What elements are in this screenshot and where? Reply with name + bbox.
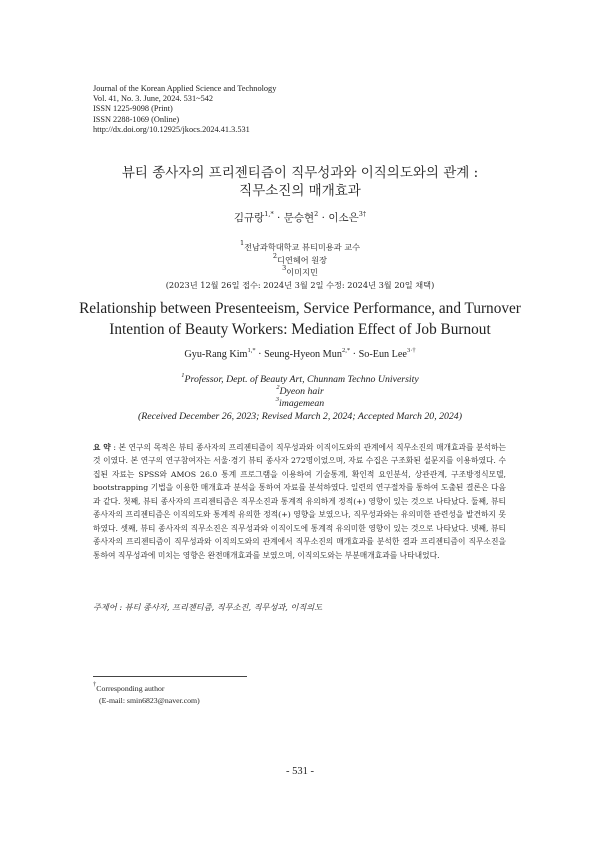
author-en-1-sup: 1,*: [247, 347, 256, 354]
affiliation-en-3-text: imagemean: [279, 398, 325, 410]
author-en-2: Seung-Hyeon Mun: [264, 349, 342, 360]
affiliation-en-1-sup: 1: [181, 372, 185, 379]
abstract: [93, 441, 506, 562]
abstract-label: 요 약: [93, 443, 111, 452]
keywords: [93, 602, 506, 613]
affiliation-ko-3: [40, 266, 560, 279]
footnote-line: [93, 683, 200, 695]
author-en-2-sup: 2,*: [341, 347, 351, 354]
title-english-line-1: Relationship between Presenteeism, Service Performance, and Turnover: [79, 300, 521, 317]
dates-korean: (2023년 12월 26일 접수: 2024년 3월 2일 수정: 2024년 3월 20일 채택): [165, 279, 435, 290]
affiliation-en-1: [40, 374, 560, 386]
corresponding-email[interactable]: (E-mail: smin6823@naver.com): [99, 695, 200, 705]
author-en-3-sup: 3·†: [406, 347, 416, 354]
author-ko-1-sup: 1,*: [264, 210, 274, 218]
authors-korean: [40, 210, 560, 225]
affiliation-en-2-sup: 2: [276, 384, 280, 392]
affiliation-ko-2: [40, 251, 560, 267]
affiliation-ko-1-text: 전남과학대학교 뷰티미용과 교수: [244, 242, 361, 252]
affiliation-en-3: [40, 398, 560, 410]
dates-english: (Received December 26, 2023; Revised March 2, 2024; Accepted March 20, 2024): [138, 410, 462, 422]
journal-info: [93, 84, 276, 135]
keywords-label: 주제어: [93, 602, 117, 612]
journal-doi[interactable]: http://dx.doi.org/10.12925/jkocs.2024.41.3.531: [93, 124, 250, 134]
footnote-divider: [93, 676, 247, 677]
author-separator: ·: [273, 212, 284, 224]
page-number: - 531 -: [286, 766, 314, 777]
journal-issn-print: ISSN 1225-9098 (Print): [93, 104, 173, 114]
title-english-line-2: Intention of Beauty Workers: Mediation Effect of Job Burnout: [109, 320, 491, 338]
title-korean-line-2: 직무소진의 매개효과: [239, 183, 361, 199]
journal-issn-online: ISSN 2288-1069 (Online): [93, 114, 180, 124]
author-ko-2: 문승현: [283, 212, 315, 224]
title-korean-line-1: 뷰티 종사자의 프리젠티즘이 직무성과와 이직의도와의 관계 :: [121, 165, 479, 181]
affiliation-ko-1: [40, 241, 560, 254]
footnote-mark: †: [93, 681, 97, 688]
affiliation-en-1-text: Professor, Dept. of Beauty Art, Chunnam Techno University: [184, 374, 419, 385]
author-ko-3: 이소은: [328, 212, 359, 224]
author-separator: ·: [350, 349, 359, 360]
author-en-3: So-Eun Lee: [358, 349, 407, 360]
author-en-1: Gyu-Rang Kim: [184, 349, 248, 360]
abstract-text: : 본 연구의 목적은 뷰티 종사자의 프리젠티즘이 직무성과와 이직이도와의 관계에서 직무소진의 매개효과를 분석하는 것 이였다. 본 연구의 연구참여자는 서울·경기 뷰티 종사자 272명이었으며, 자료 수집은 구조화된 설문지를 이용하였다. 수집된 자료는 SPSS와 AMOS 26.0 통계 프로그램을 이용하여 기술통계, 확인적 요인분석, 상관관계, 구조방정식모델, bootstrapping 기법을 이용한 매개효과 분석을 통하여 자료를 분석하였다. 일련의 연구절차를 통하여 도출된 결론은 다음과 같다. 첫째, 뷰티 종사자의 프리젠티즘은 직무소진과 통계적 유의하게 정적(+) 영향이 있는 것으로 나타났다. 둘째, 뷰티 종사자의 프리젠티즘은 이직의도와 통계적 유의한 정적(+) 영향을 보였으나, 직무성과와는 유의미한 관련성을 발견하지 못하였다. 셋째, 뷰티 종사자의 직무소진은 직무성과와 이직이도에 통계적 유의미한 영향이 있는 것으로 나타났다. 넷째, 뷰티 종사자의 프리젠티즘이 직무성과와 이직의도와의 관계에서 직무소진의 매개효과를 분석한 결과 프리젠티즘이 직무소진을 통하여 직무성과에 미치는 영향은 완전매개효과를 보였으며, 이직의도와는 부분매개효과를 나타내었다.: [93, 443, 507, 560]
author-ko-2-sup: 2: [314, 210, 319, 218]
affiliation-ko-2-sup: 2: [272, 251, 278, 260]
affiliation-ko-3-sup: 3: [282, 264, 287, 273]
affiliation-ko-3-text: 이미지민: [286, 267, 318, 278]
footnote-text: Corresponding author: [96, 684, 165, 693]
affiliation-ko-1-sup: 1: [239, 239, 245, 247]
author-ko-1: 김규랑: [233, 212, 265, 224]
keywords-text: : 뷰티 종사자, 프리젠티즘, 직무소진, 직무성과, 이직의도: [116, 602, 323, 612]
title-english: [40, 299, 560, 340]
affiliation-en-2-text: Dyeon hair: [279, 386, 324, 398]
journal-volume: Vol. 41, No. 3. June, 2024. 531~542: [93, 94, 214, 104]
title-korean: [40, 164, 560, 200]
author-separator: ·: [318, 212, 329, 224]
affiliation-en-3-sup: 3: [275, 396, 280, 404]
journal-name: Journal of the Korean Applied Science and Technology: [93, 84, 277, 93]
author-separator: ·: [255, 349, 265, 360]
affiliations-english: [40, 374, 560, 423]
footnote: [93, 683, 200, 706]
affiliation-en-2: [40, 386, 560, 398]
affiliation-ko-2-text: 디연헤어 원장: [277, 254, 328, 265]
affiliations-korean: [40, 241, 560, 291]
author-ko-3-sup: 3†: [358, 210, 367, 218]
authors-english: [40, 349, 560, 360]
